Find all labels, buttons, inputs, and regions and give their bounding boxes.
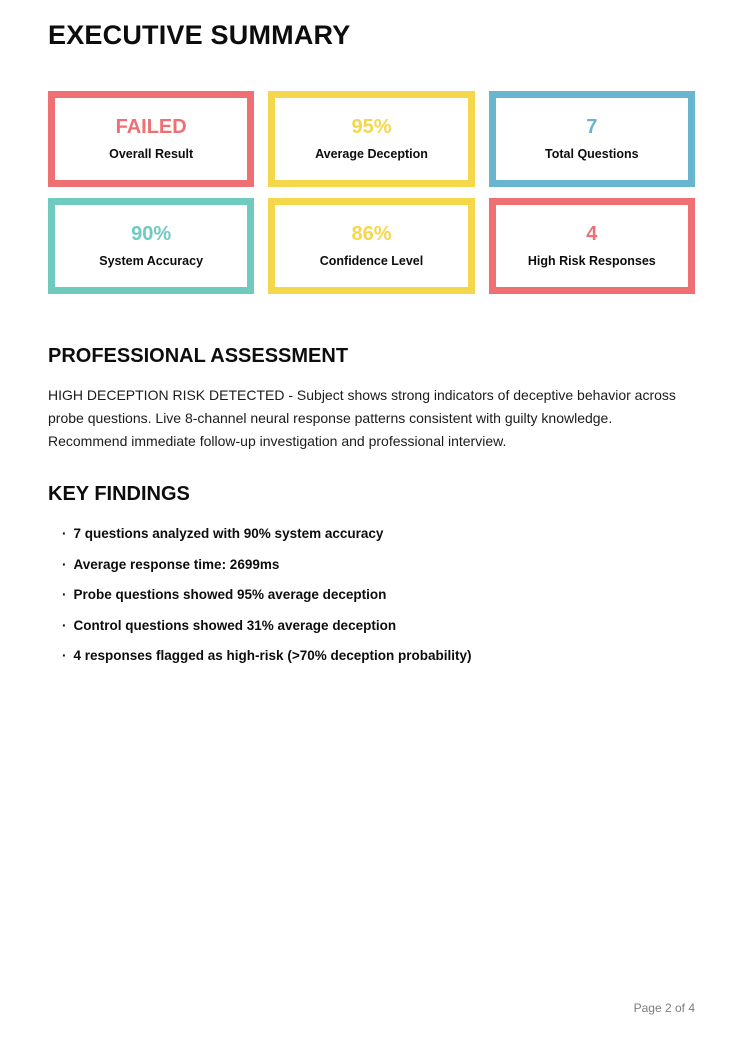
finding-text: Average response time: 2699ms <box>73 556 280 572</box>
key-findings-section <box>48 483 695 663</box>
professional-assessment-section <box>48 345 695 453</box>
finding-text: 7 questions analyzed with 90% system accuracy <box>73 526 384 541</box>
stat-value: 90% <box>131 223 172 246</box>
assessment-body-text: HIGH DECEPTION RISK DETECTED - Subject shows strong indicators of deceptive behavior across probe questions. Live 8-channel neural response patterns consistent with guilty knowledge. Recommend immediate follow-up investigation and professional interview. <box>48 387 676 449</box>
stat-value: FAILED <box>115 116 187 139</box>
bullet-icon: · <box>62 556 67 572</box>
finding-text: Control questions showed 31% average deception <box>73 617 397 633</box>
stat-label: Average Deception <box>315 147 428 162</box>
stat-value: 95% <box>351 116 392 139</box>
finding-text: 4 responses flagged as high-risk (>70% deception probability) <box>73 648 472 663</box>
stat-label: System Accuracy <box>99 254 204 269</box>
key-findings-heading: KEY FINDINGS <box>48 483 190 505</box>
stat-label: High Risk Responses <box>527 254 656 269</box>
stat-value: 86% <box>351 223 392 246</box>
stat-card-system-accuracy <box>48 198 254 294</box>
stat-card-high-risk-responses <box>489 198 695 294</box>
stat-value: 4 <box>586 223 598 246</box>
finding-item <box>62 526 695 541</box>
stat-label: Total Questions <box>545 147 639 162</box>
page-number: Page 2 of 4 <box>633 1001 695 1015</box>
stat-label: Overall Result <box>109 147 194 162</box>
page-title: EXECUTIVE SUMMARY <box>48 20 351 50</box>
finding-item <box>62 557 695 572</box>
bullet-icon: · <box>62 526 67 541</box>
finding-text: Probe questions showed 95% average deception <box>73 587 387 602</box>
stat-card-overall-result <box>48 91 254 187</box>
stat-label: Confidence Level <box>319 254 424 269</box>
stat-card-average-deception <box>268 91 474 187</box>
summary-stat-grid <box>48 91 695 294</box>
stat-card-total-questions <box>489 91 695 187</box>
key-findings-list <box>48 526 695 663</box>
assessment-heading: PROFESSIONAL ASSESSMENT <box>48 345 349 367</box>
bullet-icon: · <box>62 648 67 663</box>
finding-item <box>62 587 695 602</box>
stat-card-confidence-level <box>268 198 474 294</box>
bullet-icon: · <box>62 617 67 633</box>
finding-item <box>62 618 695 633</box>
bullet-icon: · <box>62 587 67 602</box>
finding-item <box>62 648 695 663</box>
stat-value: 7 <box>586 116 598 139</box>
